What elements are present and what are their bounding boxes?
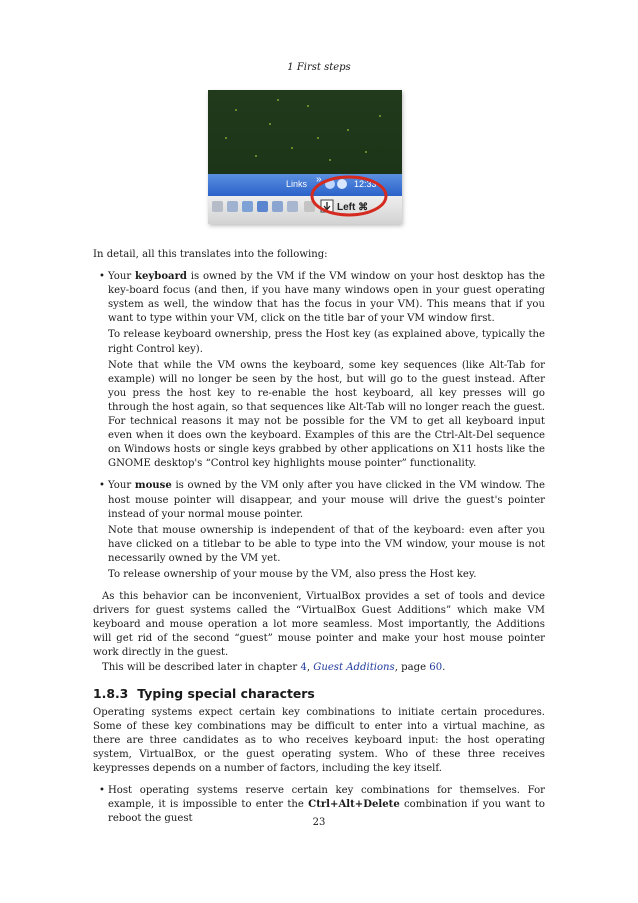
taskbar-chevron: » [316,174,322,185]
section-number: 1.8.3 [93,685,129,701]
bullet-icon: • [99,785,105,797]
bullet-icon: • [99,480,105,492]
page-number: 23 [312,817,326,828]
bullet-icon: • [99,271,105,283]
intro-paragraph: In detail, all this translates into the following: [93,249,328,260]
ownership-list [93,270,545,582]
running-header: 1 First steps [287,62,351,73]
taskbar-clock: 12:33 [354,179,377,189]
guest-additions-paragraph: As this behavior can be inconvenient, VirtualBox provides a set of tools and device drivers for guest systems called the “VirtualBox Guest Additions” which make VM keyboard and mouse operation a lot more seamless. Most importantly, the Additions will get rid of the second “guest” mouse pointer and make your host mouse pointer work directly in the guest. [93,591,545,659]
host-key-label: Left ⌘ [337,202,369,213]
section-title: Typing special characters [137,685,315,701]
page-link[interactable]: 60 [429,661,443,673]
hard-disk-status-icon [212,201,223,212]
screenshot-figure [208,90,402,224]
list-item-keyboard [93,270,545,471]
mouse-release-paragraph: To release ownership of your mouse by the VM, also press the Host key. [108,568,477,580]
guest-desktop-background [208,90,402,174]
mouse-ownership-paragraph: Your mouse is owned by the VM only after you have clicked in the VM window. The host mouse pointer will disappear, and your mouse will drive the guest's pointer instead of your normal mouse pointer. [108,480,546,520]
page-body [93,248,545,834]
network-status-icon [257,201,268,212]
chapter-reference-paragraph: This will be described later in chapter 4, Guest Additions, page 60. [102,661,446,673]
shared-folders-status-icon [287,201,298,212]
mouse-note-paragraph: Note that mouse ownership is independent of that of the keyboard: even after you have clicked on a titlebar to be able to type into the VM window, your mouse is not necessarily owned by the VM yet. [108,524,545,564]
section-heading [93,687,545,701]
usb-status-icon [272,201,283,212]
keyboard-release-paragraph: To release keyboard ownership, press the Host key (as explained above, typically the right Control key). [108,329,545,355]
floppy-status-icon [242,201,253,212]
keyboard-ownership-paragraph: Your keyboard is owned by the VM if the VM window on your host desktop has the key-board focus (and then, if you have many windows open in your guest operating system as well, the window that has the focus in your VM). This means that if you want to type within your VM, click on the title bar of your VM window first. [108,271,545,325]
keyboard-note-paragraph: Note that while the VM owns the keyboard, some key sequences (like Alt-Tab for example) will no longer be seen by the host, but will go to the guest instead. After you press the host key to re-enable the host keyboard, all key presses will go through the host again, so that sequences like Alt-Tab will no longer reach the guest. For technical reasons it may not be possible for the VM to get all keyboard input even when it does own the keyboard. Examples of this are the Ctrl-Alt-Del sequence on Windows hosts or single keys grabbed by other applications on X11 hosts like the GNOME desktop's “Control key highlights mouse pointer” functionality. [108,359,545,470]
host-key-indicator-screenshot [208,90,402,224]
volume-tray-icon [337,179,347,189]
cd-status-icon [227,201,238,212]
list-item-mouse [93,479,545,582]
taskbar-links-label: Links [286,179,308,189]
chapter-title-link[interactable]: Guest Additions [313,661,395,673]
host-os-paragraph: Host operating systems reserve certain key combinations for themselves. For example, it is impossible to enter the Ctrl+Alt+Delete combination if you want to reboot the guest [108,785,545,825]
chapter-link[interactable]: 4 [300,661,307,673]
section-paragraph: Operating systems expect certain key combinations to initiate certain procedures. Some of these key combinations may be difficult to enter into a virtual machine, as there are three candidates as to who receives keyboard input: the host operating system, VirtualBox, or the guest operating system. Who of these three receives keypresses depends on a number of factors, including the key itself. [93,706,545,775]
